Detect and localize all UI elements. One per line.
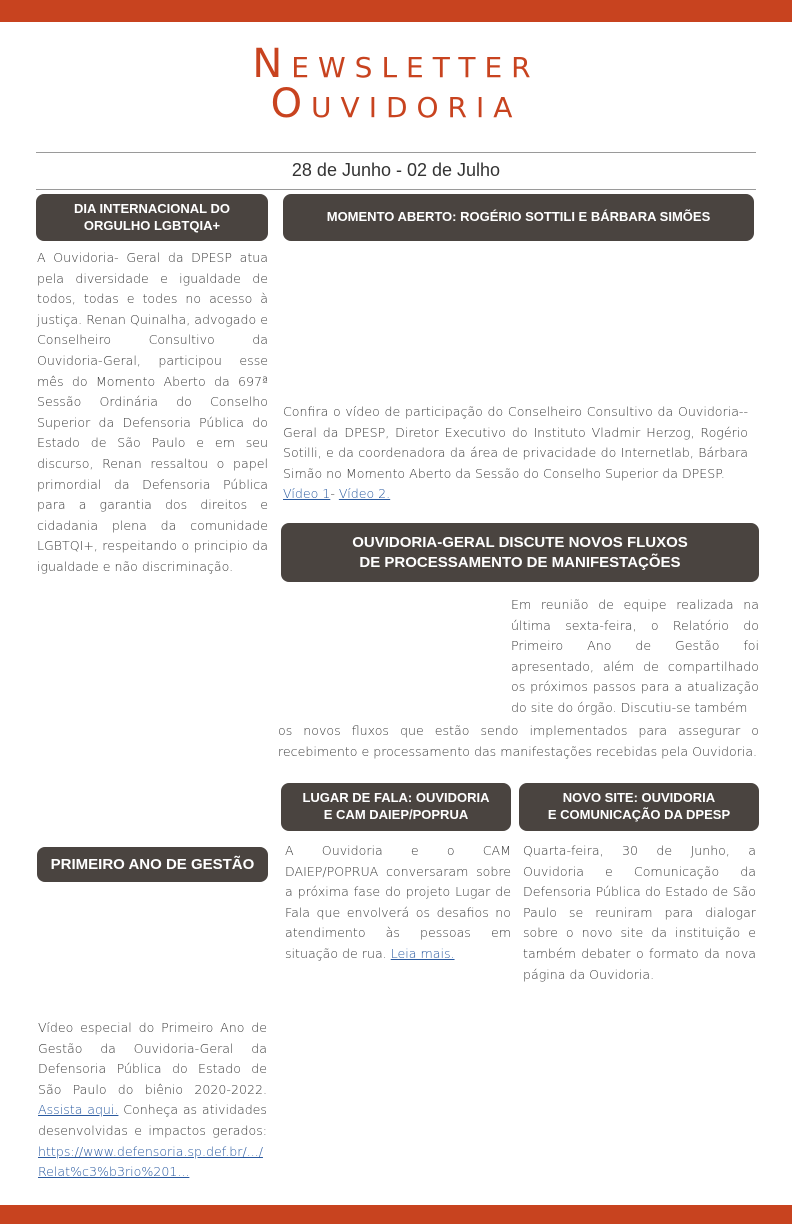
header-divider-top (36, 152, 756, 153)
body-primeiro-ano-gestao (38, 1018, 267, 1183)
video-link-separator: - (330, 486, 339, 502)
momento-aberto-text: Confira o vídeo de participação do Conselheiro Consultivo da Ouvidoria--Geral da DPESP, Diretor Executivo do Instituto Vladmir Herzog, Rogério Sotilli, e da coordenadora da área de privacidade do Internetlab, Bárbara Simão no Momento Aberto da Sessão do Conselho Superior da DPESP. (283, 404, 748, 481)
video-1-link[interactable]: Vídeo 1 (283, 486, 331, 502)
body-orgulho-lgbtqia: A Ouvidoria- Geral da DPESP atua pela diversidade e igualdade de todos, todas e todes no acesso à justiça. Renan Quinalha, advogado e Conselheiro Consultivo da Ouvidoria-Geral, participou esse mês do Momento Aberto da 697ª Sessão Ordinária do Conselho Superior da Defensoria Pública do Estado de São Paulo e em seu discurso, Renan ressaltou o papel primordial da Defensoria Pública para a garantia dos direitos e cidadania plena da comunidade LGBTQI+, respeitando o principio da igualdade e não discriminação. (37, 250, 268, 574)
top-accent-bar (0, 0, 792, 22)
heading-primeiro-ano-gestao: PRIMEIRO ANO DE GESTÃO (37, 847, 268, 882)
heading-momento-aberto: MOMENTO ABERTO: ROGÉRIO SOTTILI E BÁRBARA SIMÕES (283, 194, 754, 241)
heading-novos-fluxos: OUVIDORIA-GERAL DISCUTE NOVOS FLUXOS DE PROCESSAMENTO DE MANIFESTAÇÕES (281, 523, 759, 582)
body-novo-site: Quarta-feira, 30 de Junho, a Ouvidoria e Comunicação da Defensoria Pública do Estado de São Paulo se reuniram para dialogar sobre o novo site da instituição e também debater o formato da nova página da Ouvidoria. (523, 843, 756, 982)
leia-mais-link[interactable]: Leia mais. (390, 945, 455, 961)
heading-novo-site: NOVO SITE: OUVIDORIA E COMUNICAÇÃO DA DPESP (519, 783, 759, 831)
assista-aqui-link[interactable]: Assista aqui. (38, 1102, 119, 1118)
newsletter-title: Newsletter (252, 41, 540, 87)
relatorio-url-link[interactable]: https://www.defensoria.sp.def.br/.../Relat%c3%b3rio%201... (38, 1143, 263, 1180)
newsletter-subtitle: Ouvidoria (270, 81, 522, 127)
lugar-de-fala-text: A Ouvidoria e o CAM DAIEP/POPRUA conversaram sobre a próxima fase do projeto Lugar de Fala que envolverá os desafios no atendimento às pessoas em situação de rua. (285, 843, 511, 961)
body-momento-aberto (283, 402, 748, 505)
primeiro-ano-text-2: Conheça as atividades desenvolvidas e impactos gerados: (38, 1102, 267, 1138)
body-novos-fluxos-bottom: os novos fluxos que estão sendo implementados para assegurar o recebimento e processamento das manifestações recebidas pela Ouvidoria. (278, 723, 759, 759)
heading-orgulho-lgbtqia: DIA INTERNACIONAL DO ORGULHO LGBTQIA+ (36, 194, 268, 241)
header-divider-bottom (36, 189, 756, 190)
body-novos-fluxos-top: Em reunião de equipe realizada na última sexta-feira, o Relatório do Primeiro Ano de Gestão foi apresentado, além de compartilhado os próximos passos para a atualização do site do órgão. Discutiu-se também (511, 597, 759, 715)
bottom-accent-bar (0, 1205, 792, 1224)
body-lugar-de-fala (285, 841, 511, 965)
primeiro-ano-text: Vídeo especial do Primeiro Ano de Gestão da Ouvidoria-Geral da Defensoria Pública do Estado de São Paulo do biênio 2020-2022. (38, 1020, 267, 1097)
heading-lugar-de-fala: LUGAR DE FALA: OUVIDORIA E CAM DAIEP/POPRUA (281, 783, 511, 831)
video-2-link[interactable]: Vídeo 2. (338, 486, 391, 502)
date-range: 28 de Junho - 02 de Julho (291, 160, 501, 180)
